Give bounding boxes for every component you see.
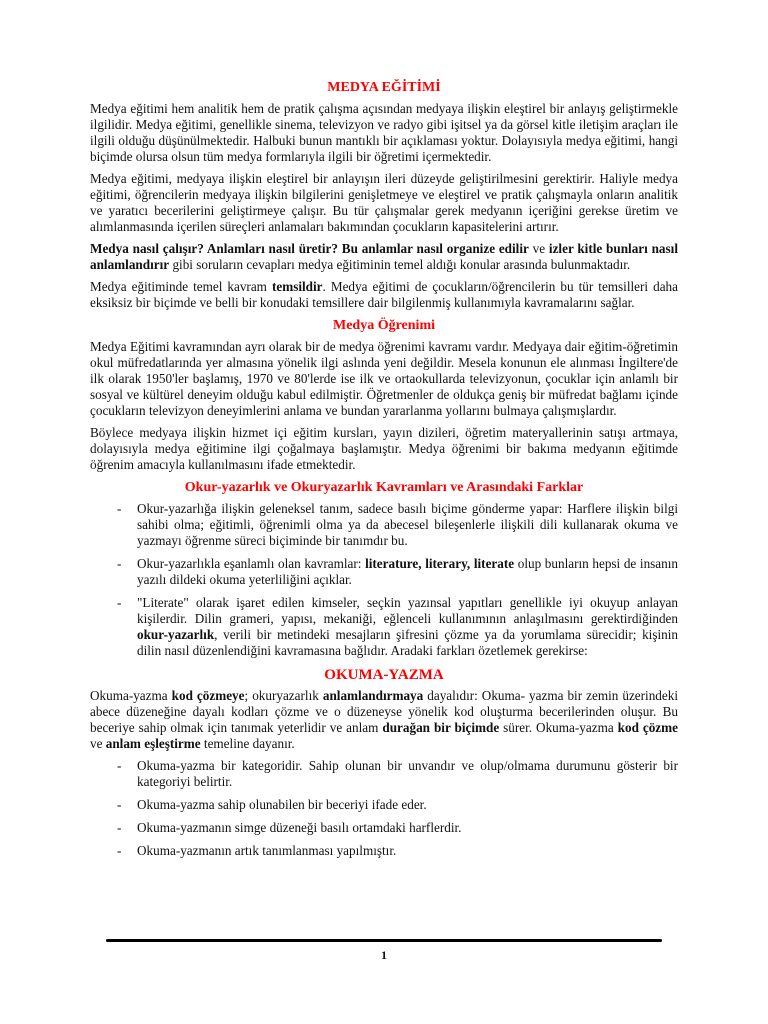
list-item [90,820,678,836]
text-span: sürer. Okuma-yazma [499,720,618,735]
text-span: Okuma-yazmanın simge düzeneği basılı ortamdaki harflerdir. [137,820,462,835]
document-title: MEDYA EĞİTİMİ [327,80,441,95]
paragraph: Medya Eğitimi kavramından ayrı olarak bir de medya öğrenimi kavramı vardır. Medyaya dair eğitim-öğretimin okul müfredatlarında yer almasına yönelik ilgi aslında yeni değildir. Mesela konunun ele alınması İngiltere'de ilk olarak 1950'ler başlamış, 1970 ve 80'lerde ise ilk ve ortaokullarda televizyonun, çocuklar için anlamlı bir sosyal ve kültürel deneyim olduğu kabul edilmiştir. Öğretmenler de oldukça geniş bir müfredat bağlamı içinde çocukların televizyon deneyimlerini anlama ve bundan yararlanma yollarını bulmaya çalışmışlardır. [90,339,678,418]
section-heading: Okur-yazarlık ve Okuryazarlık Kavramları ve Arasındaki Farklar [184,480,584,495]
text-span: ve [90,736,106,751]
dash-bullet: - [117,556,122,571]
text-span: Okuma-yazma [90,688,172,703]
text-span: "Literate" olarak işaret edilen kimseler, seçkin yazınsal yapıtları genellikle iyi okuyup anlayan kişilerdir. Dilin grameri, yapısı, mekaniği, eğlenceli kullanımının anlaşılmasını gerektirdiğinden [137,595,678,626]
text-span: gibi soruların cevapları medya eğitiminin temel aldığı konular arasında bulunmaktadır. [169,257,631,272]
bold-text: literature, literary, literate [365,556,515,571]
paragraph: Medya eğitimi, medyaya ilişkin eleştirel bir anlayışın ileri düzeyde geliştirilmesini gerektirir. Haliyle medya eğitimi, öğrencilerin medyaya ilişkin bilgilerini genişletmeye ve eleştirel ve pratik çalışmayla onların analitik ve yaratıcı becerilerini geliştirmeye çalışır. Bu tür çalışmalar gerek medyanın içeriğini gerekse üretim ve alımlanmasında içerilen süreçleri anlamaları bakımından çocukların kapasitelerini artırır. [90,171,678,234]
section-heading: OKUMA-YAZMA [324,667,444,683]
list-item [90,501,678,549]
paragraph [90,241,678,273]
bullet-list [90,758,678,859]
page-content [90,79,678,866]
dash-bullet: - [117,797,122,812]
bold-text: izler kitle bunları nasıl anlamlandırır [90,241,678,272]
list-item [90,758,678,790]
paragraph [90,279,678,311]
text-span: Okuma-yazma bir kategoridir. Sahip olunan bir unvandır ve olup/olmama durumunu gösterir bir kategoriyi belirtir. [137,758,678,789]
text-span: ; okuryazarlık [244,688,323,703]
bullet-list [90,501,678,659]
text-span: ve [528,241,549,256]
text-span: . Medya eğitimi de çocukların/öğrencilerin bu tür temsilleri daha eksiksiz bir biçimde ve belli bir konudaki temsillere dair bilgilenmiş kullanımıyla kavramalarını sağlar. [90,279,679,310]
bold-text: kod çözme [617,720,678,735]
text-span: olup bunların hepsi de insanın yazılı dildeki okuma yeterliliğini açıklar. [137,556,678,587]
text-span: Medya eğitiminde temel kavram [90,279,272,294]
paragraph: Medya eğitimi hem analitik hem de pratik çalışma açısından medyaya ilişkin eleştirel bir anlayış geliştirmekle ilgilidir. Medya eğitimi, genellikle sinema, televizyon ve radyo gibi işitsel ya da görsel kitle iletişim araçları ile ilgili olduğu düşünülmektedir. Halbuki bunun mantıklı bir açıklaması yoktur. Dolayısıyla medya eğitimi, hangi biçimde olursa olsun tüm medya formlarıyla ilgili bir öğretimi içermektedir. [90,101,678,164]
text-span: Okur-yazarlığa ilişkin geleneksel tanım, sadece basılı biçime gönderme yapar: Harflere ilişkin bilgi sahibi olma; eğitimli, öğrenimli olma ya da abecesel bileşenlerle ilişkili dili kullanarak okuma ve yazmayı öğrenme süreci biçiminde bir tanımdır bu. [137,501,678,548]
bold-text: okur-yazarlık [137,627,215,642]
dash-bullet: - [117,758,122,773]
list-item [90,843,678,859]
page-number: 1 [381,948,387,962]
bold-text: temsildir [271,279,323,294]
bold-text: anlamlandırmaya [322,688,424,703]
section-heading: Medya Öğrenimi [332,318,435,333]
text-span: Okuma-yazmanın artık tanımlanması yapılmıştır. [137,843,397,858]
text-span: Okuma-yazma sahip olunabilen bir beceriyi ifade eder. [137,797,427,812]
dash-bullet: - [117,595,122,610]
list-item [90,556,678,588]
bold-text: kod çözmeye [171,688,245,703]
bold-text: anlam eşleştirme [105,736,201,751]
paragraph [90,688,678,752]
dash-bullet: - [117,843,122,858]
text-span: Okur-yazarlıkla eşanlamlı olan kavramlar: [137,556,366,571]
bold-text: Medya nasıl çalışır? Anlamları nasıl üretir? Bu anlamlar nasıl organize edilir [90,241,529,256]
bold-text: durağan bir biçimde [382,720,500,735]
list-item [90,595,678,659]
dash-bullet: - [117,820,122,835]
dash-bullet: - [117,501,122,516]
text-span: , verili bir metindeki mesajların şifresini çözme ya da yorumlama sürecidir; kişinin dilin nasıl düzenlendiğini kavramasına bağlıdır. Aradaki farkları özetlemek gerekirse: [137,627,678,658]
footer-divider [106,939,662,942]
paragraph: Böylece medyaya ilişkin hizmet içi eğitim kursları, yayın dizileri, öğretim materyallerinin satışı artmaya, dolayısıyla medya eğitimine ilgi çoğalmaya başlamıştır. Medya öğrenimi bir bakıma medyanın eğitimde öğrenim amacıyla kullanılmasını ifade etmektedir. [90,425,678,472]
text-span: dayalıdır: Okuma- yazma bir zemin üzerindeki abece düzeneğine dayalı kodları çözme ve o düzeneyse yönelik kod oluşturma becerilerinden oluşur. Bu beceriye sahip olmak için tanımak yeterlidir ve anlam [90,688,679,735]
text-span: temeline dayanır. [200,736,295,751]
list-item [90,797,678,813]
